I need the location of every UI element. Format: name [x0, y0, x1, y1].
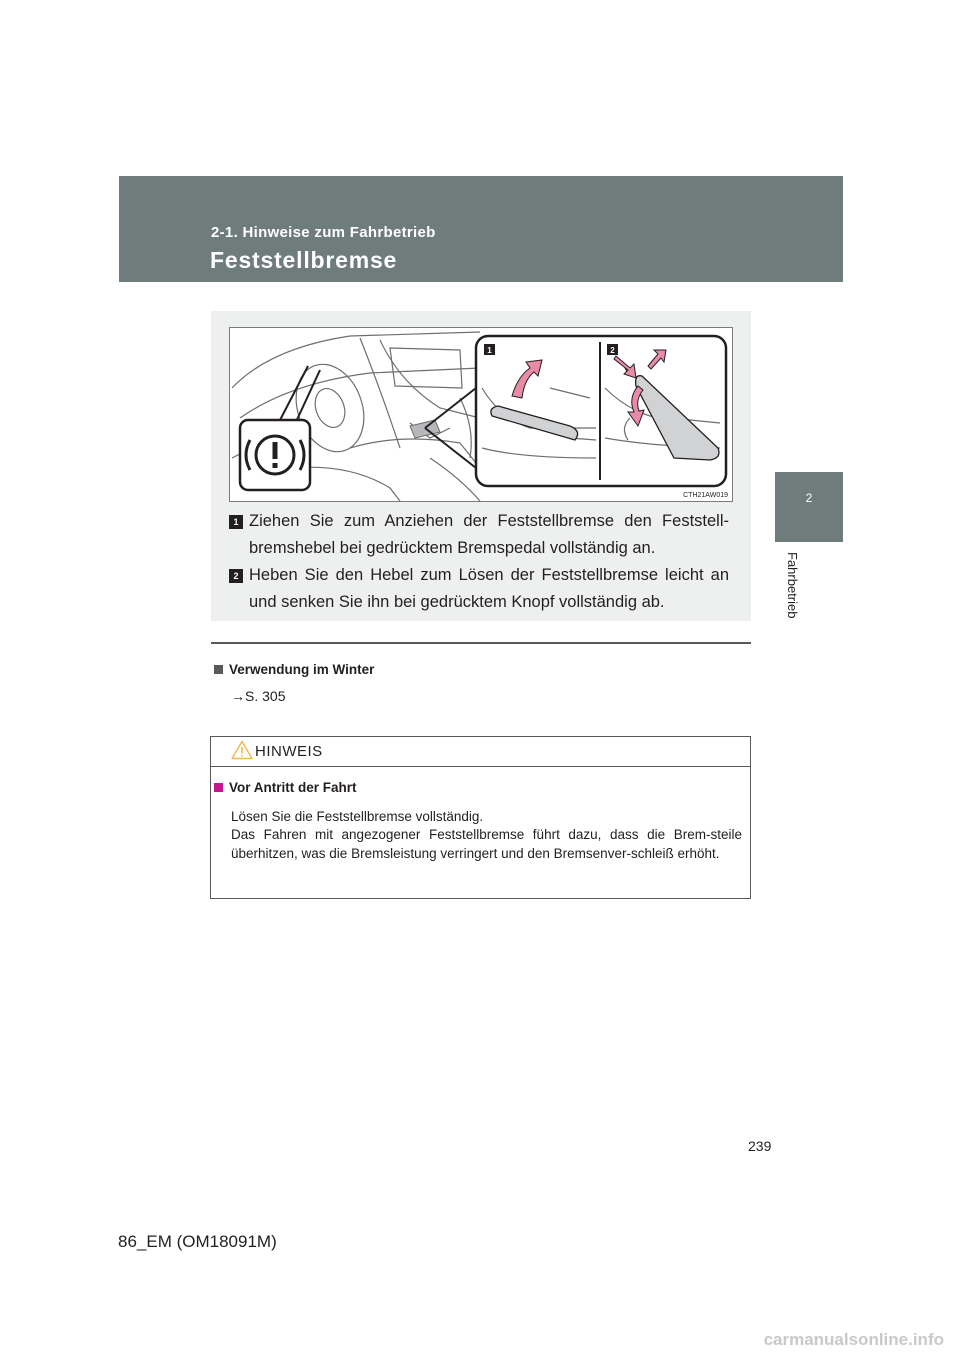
step-marker: 2 [229, 569, 243, 583]
illustration-frame [229, 327, 733, 502]
watermark: carmanualsonline.info [763, 1330, 944, 1349]
hinweis-body: Das Fahren mit angezogener Feststellbremse führt dazu, dass die Brem-steile überhitzen, was die Bremsleistung verringert und den Bremsenver-schleiß erhöht. [231, 827, 742, 861]
hinweis-box [210, 736, 751, 899]
step-text: Heben Sie den Hebel zum Lösen der Feststellbremse leicht an und senken Sie ihn bei gedrücktem Knopf vollständig ab. [249, 566, 729, 611]
page-number: 239 [748, 1138, 772, 1154]
warning-triangle-icon [231, 740, 253, 760]
square-bullet-icon [214, 783, 223, 792]
hinweis-label: HINWEIS [255, 743, 323, 760]
svg-text:1: 1 [487, 346, 492, 355]
note-heading [214, 662, 374, 677]
section-divider [211, 642, 751, 644]
svg-text:2: 2 [610, 346, 615, 355]
illustration-panel [211, 311, 751, 621]
illustration-code: CTH21AW019 [683, 492, 728, 499]
page-title: Feststellbremse [210, 247, 398, 273]
chapter-tab[interactable] [775, 472, 843, 542]
document-code: 86_EM (OM18091M) [118, 1232, 277, 1251]
chapter-label: Fahrbetrieb [785, 552, 800, 619]
hinweis-line: Lösen Sie die Feststellbremse vollständig. [231, 809, 484, 824]
header-band [119, 176, 843, 282]
page-reference-link[interactable]: →S. 305 [231, 688, 286, 704]
hinweis-subheading [214, 780, 357, 795]
chapter-tab-number: 2 [805, 491, 813, 505]
step-text: Ziehen Sie zum Anziehen der Feststellbremse den Feststell-bremshebel bei gedrücktem Bremspedal vollständig an. [249, 512, 729, 557]
hinweis-header [211, 737, 750, 767]
note-heading-text: Verwendung im Winter [229, 662, 375, 677]
square-bullet-icon [214, 665, 223, 674]
parking-brake-illustration [230, 328, 732, 501]
section-label: 2-1. Hinweise zum Fahrbetrieb [211, 224, 436, 241]
step-2 [229, 562, 729, 616]
brake-warning-icon [240, 420, 310, 490]
hinweis-subheading-text: Vor Antritt der Fahrt [229, 780, 357, 795]
step-1 [229, 508, 729, 562]
step-marker: 1 [229, 515, 243, 529]
